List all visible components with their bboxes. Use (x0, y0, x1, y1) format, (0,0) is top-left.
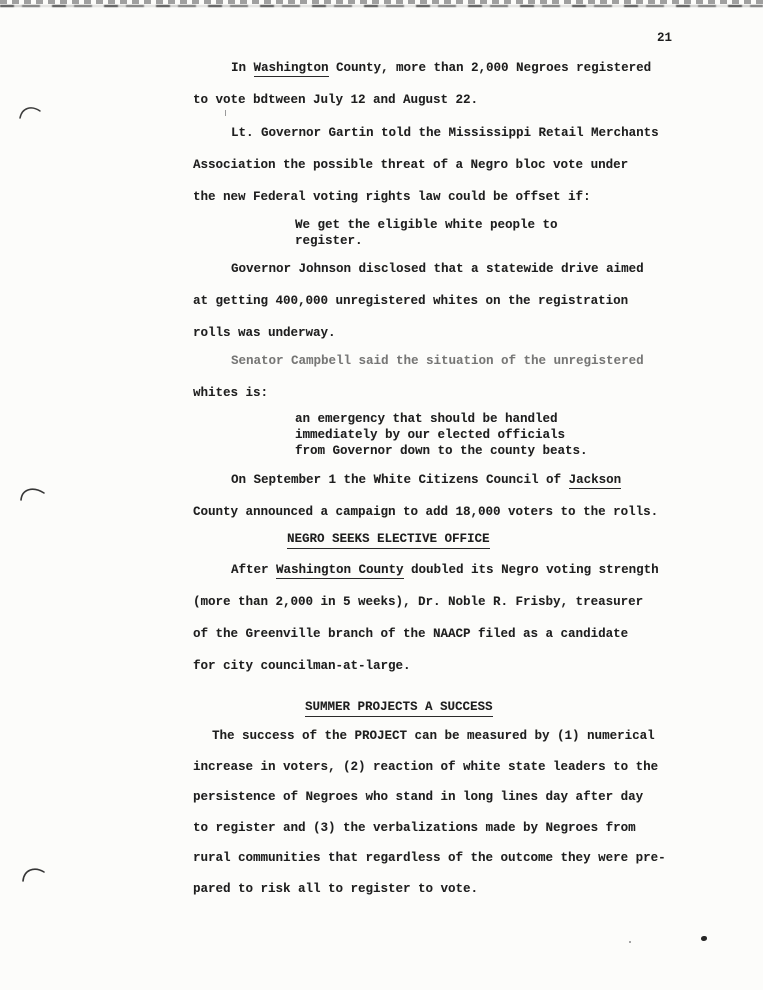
text-line (193, 496, 658, 528)
text-segment: The success of the PROJECT can be measured by (1) numerical (212, 729, 655, 743)
text-line (193, 813, 666, 844)
page-number: 21 (657, 31, 673, 45)
text-line (193, 149, 659, 181)
text-block (193, 464, 658, 528)
text-line (193, 874, 666, 905)
underlined-text: Washington (253, 61, 329, 75)
text-line (287, 531, 490, 547)
text-block (193, 253, 644, 349)
text-block (193, 345, 644, 409)
text-line (193, 84, 651, 116)
text-segment: whites is: (193, 386, 269, 400)
text-line (193, 650, 659, 682)
text-segment: an emergency that should be handled (295, 412, 558, 426)
text-line (193, 285, 644, 317)
text-line (193, 782, 666, 813)
ink-speck (225, 110, 226, 116)
text-segment: On September 1 the White Citizens Council of (231, 473, 569, 487)
text-line (193, 117, 659, 149)
ink-speck (701, 936, 707, 941)
text-segment: at getting 400,000 unregistered whites on the registration (193, 294, 629, 308)
section-heading (305, 699, 493, 715)
text-segment: to vote bdtween July 12 and August 22. (193, 93, 479, 107)
binder-ring-mark (18, 104, 42, 120)
text-line (193, 345, 644, 377)
text-segment: increase in voters, (2) reaction of white state leaders to the (193, 759, 659, 774)
text-segment: rolls was underway. (193, 326, 336, 340)
text-segment: County announced a campaign to add 18,000 voters to the rolls. (193, 505, 659, 519)
binder-ring-mark (21, 865, 46, 883)
text-line (193, 464, 658, 496)
text-line (193, 181, 659, 213)
section-heading (287, 531, 490, 547)
document-body (193, 0, 753, 990)
text-line (193, 618, 659, 650)
text-line (295, 443, 588, 459)
text-segment: Governor Johnson disclosed that a statewide drive aimed (231, 262, 644, 276)
underlined-text: Washington County (276, 563, 404, 577)
text-line (305, 699, 493, 715)
text-segment: to register and (3) the verbalizations made by Negroes from (193, 820, 636, 835)
text-segment: register. (295, 234, 363, 248)
text-segment: the new Federal voting rights law could be offset if: (193, 190, 591, 204)
text-segment: In (231, 61, 254, 75)
text-segment: for city councilman-at-large. (193, 659, 411, 673)
text-segment: Lt. Governor Gartin told the Mississippi Retail Merchants (231, 126, 659, 140)
text-segment: Senator Campbell said the situation of the unregistered (231, 354, 644, 368)
text-segment: We get the eligible white people to (295, 218, 558, 232)
text-segment: immediately by our elected officials (295, 428, 566, 442)
ink-speck (629, 941, 631, 943)
text-block (295, 411, 588, 459)
text-block (193, 52, 651, 116)
text-segment: County, more than 2,000 Negroes registered (328, 61, 652, 75)
text-line (193, 253, 644, 285)
binder-ring-mark (19, 485, 46, 502)
text-block (295, 217, 558, 249)
text-block (193, 721, 666, 904)
text-line (193, 554, 659, 586)
text-segment: pared to risk all to register to vote. (193, 881, 479, 896)
text-line (295, 233, 558, 249)
text-line (193, 752, 666, 783)
underlined-text: Jackson (568, 473, 622, 487)
underlined-text: SUMMER PROJECTS A SUCCESS (305, 700, 493, 717)
text-line (193, 377, 644, 409)
underlined-text: NEGRO SEEKS ELECTIVE OFFICE (287, 532, 490, 549)
text-segment: After (231, 563, 277, 577)
text-line (295, 411, 588, 427)
text-segment: doubled its Negro voting strength (403, 563, 659, 577)
text-line (193, 52, 651, 84)
text-segment: (more than 2,000 in 5 weeks), Dr. Noble R. Frisby, treasurer (193, 595, 644, 609)
text-block (193, 554, 659, 682)
text-line (295, 217, 558, 233)
text-block (193, 117, 659, 213)
text-line (193, 721, 666, 752)
text-line (193, 843, 666, 874)
text-segment: of the Greenville branch of the NAACP filed as a candidate (193, 627, 629, 641)
text-segment: from Governor down to the county beats. (295, 444, 588, 458)
text-segment: Association the possible threat of a Negro bloc vote under (193, 158, 629, 172)
text-line (295, 427, 588, 443)
text-line (193, 586, 659, 618)
text-segment: persistence of Negroes who stand in long lines day after day (193, 790, 644, 804)
text-segment: rural communities that regardless of the outcome they were pre- (193, 851, 666, 865)
